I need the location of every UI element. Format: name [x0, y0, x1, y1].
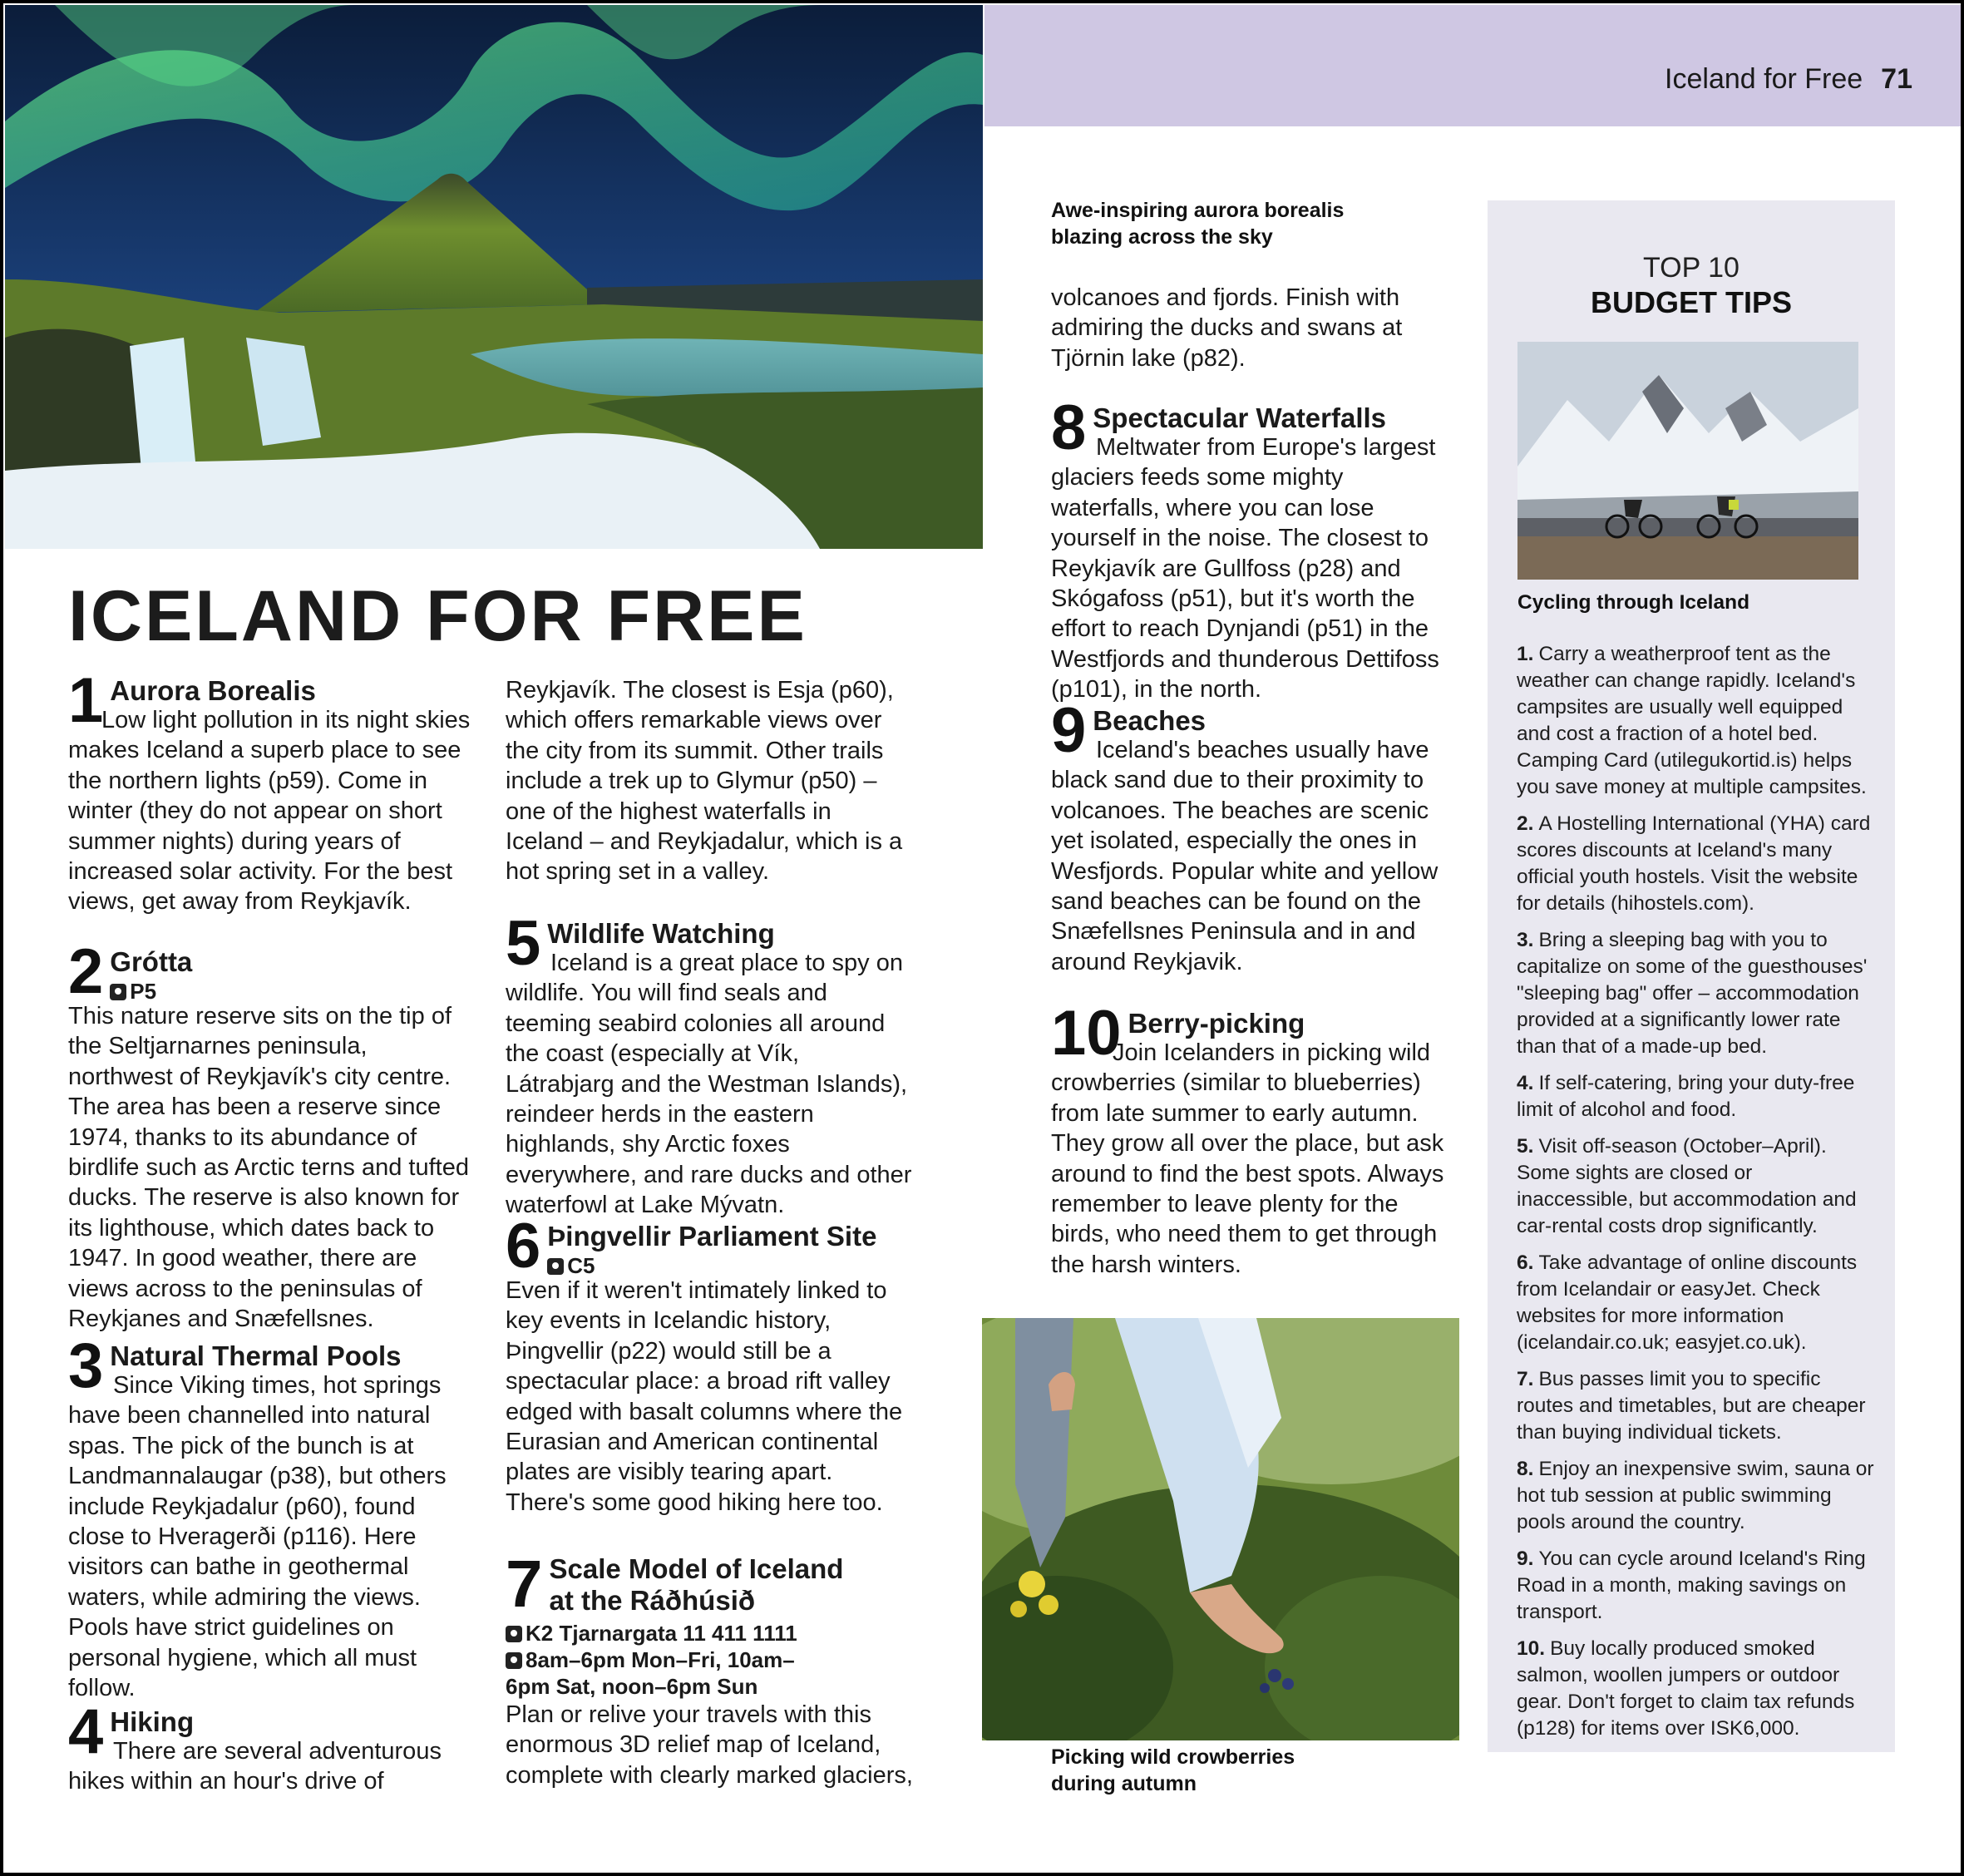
berries-caption-line-1: Picking wild crowberries: [1051, 1745, 1295, 1769]
aurora-caption: [1051, 197, 1344, 250]
item-aurora-borealis: [68, 665, 476, 917]
tip-text: Carry a weatherproof tent as the weather can change rapidly. Iceland's campsites are usually well equipped and cost a fraction of a hotel bed. Camping Card (utilegukortid.is) helps you save money at multiple campsites.: [1517, 643, 1867, 798]
item-info: [506, 1620, 913, 1700]
clock-icon: [506, 1652, 522, 1669]
tip-number: 3.: [1517, 929, 1534, 951]
item-number: 4: [68, 1696, 104, 1767]
tip-number: 5.: [1517, 1135, 1534, 1158]
tip-item: [1517, 811, 1874, 917]
item-title-line-1: Scale Model of Iceland: [549, 1553, 844, 1584]
item-wildlife: [506, 908, 913, 1221]
section-name: Iceland for Free: [1665, 63, 1863, 95]
item-text: Meltwater from Europe's largest glaciers feeds some mighty waterfalls, where you can lose yourself in the noise. The closest to Reykjavík are Gullfoss (p28) and Skógafoss (p51), but it's worth the effort to reach Dynjandi (p51) in the Westfjords and thunderous Dettifoss (p101), in the north.: [1051, 434, 1439, 704]
item-text-cont: volcanoes and fjords. Finish with admiring the ducks and swans at Tjörnin lake (p82).: [1051, 284, 1403, 372]
tip-item: [1517, 1133, 1874, 1240]
berries-caption-line-2: during autumn: [1051, 1772, 1197, 1795]
item-text: Iceland is a great place to spy on wildlife. You will find seals and teeming seabird colonies all around the coast (especially at Vík, Látrabjarg and the Westman Islands), reindeer herds in the eastern highlands, shy Arctic foxes everywhere, and rare ducks and other waterfowl at Lake Mývatn.: [506, 950, 912, 1219]
berry-picking-photo: [982, 1318, 1459, 1740]
item-thingvellir: [506, 1211, 913, 1518]
item-text: Even if it weren't intimately linked to key events in Icelandic history, Þingvellir (p22) would still be a spectacular place: a broad rift valley edged with basalt columns where the Eurasian and American continental plates are visibly tearing apart. There's some good hiking here too.: [506, 1277, 903, 1516]
tip-text: Enjoy an inexpensive swim, sauna or hot tub session at public swimming pools around the country.: [1517, 1458, 1874, 1533]
tip-item: [1517, 1366, 1874, 1446]
tip-text: Buy locally produced smoked salmon, woollen jumpers or outdoor gear. Don't forget to claim tax refunds (p128) for items over ISK6,000.: [1517, 1637, 1855, 1740]
page-number: 71: [1881, 63, 1912, 95]
item-number: 5: [506, 908, 541, 979]
tip-text: If self-catering, bring your duty-free limit of alcohol and food.: [1517, 1072, 1855, 1121]
item-number: 9: [1051, 695, 1087, 766]
item-title: Beaches: [1093, 705, 1207, 736]
item-title: Hiking: [110, 1706, 195, 1737]
item-hiking: [68, 1696, 476, 1797]
item-title: Aurora Borealis: [110, 675, 316, 706]
item-number: 3: [68, 1330, 104, 1401]
aurora-photo: [5, 5, 983, 549]
tip-item: [1517, 927, 1874, 1060]
running-head: [1665, 63, 1912, 96]
item-text: Low light pollution in its night skies makes Iceland a superb place to see the northern lights (p59). Come in winter (they do not appear on short summer nights) during years of increased solar activity. For the best views, get away from Reykjavík.: [68, 707, 471, 916]
tip-item: [1517, 1070, 1874, 1123]
tip-number: 7.: [1517, 1368, 1534, 1390]
item-title: Wildlife Watching: [547, 918, 775, 949]
budget-tips-sidebar: [1488, 200, 1895, 1752]
item-text: Join Icelanders in picking wild crowberries (similar to blueberries) from late summer to early autumn. They grow all over the place, but ask around to find the best spots. Always remember to leave plenty for the birds, who need them to get through the harsh winters.: [1051, 1039, 1444, 1278]
item-number: 6: [506, 1211, 541, 1281]
item-title: Natural Thermal Pools: [110, 1340, 402, 1371]
tip-number: 8.: [1517, 1458, 1534, 1480]
tip-text: Visit off-season (October–April). Some sights are closed or inaccessible, but accommodation and car-rental costs drop significantly.: [1517, 1135, 1857, 1237]
item-title: Spectacular Waterfalls: [1093, 402, 1387, 433]
opening-hours: 8am–6pm Mon–Fri, 10am–: [526, 1647, 795, 1672]
item-text-cont: Reykjavík. The closest is Esja (p60), which offers remarkable views over the city from its summit. Other trails include a trek up to Glymur (p50) – one of the highest waterfalls in Iceland – and Reykjadalur, which is a hot spring set in a valley.: [506, 677, 903, 886]
item-title-line-2: at the Ráðhúsið: [549, 1585, 756, 1616]
aurora-caption-line-2: blazing across the sky: [1051, 225, 1273, 249]
aurora-caption-line-1: Awe-inspiring aurora borealis: [1051, 199, 1345, 222]
item-number: 1: [68, 665, 104, 736]
item-text: Plan or relive your travels with this enormous 3D relief map of Iceland, complete with clearly marked glaciers,: [506, 1701, 913, 1789]
item-title: Berry-picking: [1128, 1008, 1305, 1039]
item-number: 2: [68, 936, 104, 1007]
tip-text: Bring a sleeping bag with you to capitalize on some of the guesthouses' "sleeping bag" offer – accommodation provided at a significantly lower rate than that of a made-up bed.: [1517, 929, 1868, 1058]
item-number: 10: [1051, 998, 1122, 1069]
map-pin-icon: [110, 984, 126, 1000]
tip-number: 6.: [1517, 1251, 1534, 1274]
map-pin-icon: [506, 1626, 522, 1642]
item-title: Þingvellir Parliament Site: [547, 1221, 877, 1251]
page-title: ICELAND FOR FREE: [68, 576, 807, 656]
item-title: Grótta: [110, 946, 193, 977]
item-grotta: [68, 936, 476, 1334]
item-number: 7: [506, 1547, 543, 1621]
address-phone: K2 Tjarnargata 11 411 1111: [526, 1621, 797, 1646]
tip-item: [1517, 1546, 1874, 1626]
tip-number: 2.: [1517, 812, 1534, 835]
tip-item: [1517, 1456, 1874, 1536]
tips-list: [1517, 641, 1874, 1752]
tip-text: Bus passes limit you to specific routes and timetables, but are cheaper than buying individual tickets.: [1517, 1368, 1866, 1444]
map-pin-icon: [547, 1258, 564, 1275]
item-text: Since Viking times, hot springs have been channelled into natural spas. The pick of the bunch is at Landmannalaugar (p38), but others include Reykjadalur (p60), found close to Hveragerði (p116). Here visitors can bathe in geothermal waters, while admiring the views. Pools have strict guidelines on personal hygiene, which all must follow.: [68, 1372, 447, 1702]
tip-text: Take advantage of online discounts from Icelandair or easyJet. Check websites for more information (icelandair.co.uk; easyjet.co.uk).: [1517, 1251, 1858, 1354]
item-waterfalls: [1051, 392, 1450, 705]
item-text: This nature reserve sits on the tip of the Seltjarnarnes peninsula, northwest of Reykjavík's city centre. The area has been a reserve since 1974, thanks to its abundance of birdlife such as Arctic terns and tufted ducks. The reserve is also known for its lighthouse, which dates back to 1947. In good weather, there are views across to the peninsulas of Reykjanes and Snæfellsnes.: [68, 1003, 469, 1333]
map-ref-code: C5: [567, 1253, 595, 1278]
tip-number: 4.: [1517, 1072, 1534, 1094]
item-text: There are several adventurous hikes within an hour's drive of: [68, 1738, 442, 1795]
cycling-caption: Cycling through Iceland: [1517, 591, 1750, 614]
item-berry-picking: [1051, 998, 1450, 1280]
item-scale-model-continued: [1051, 283, 1450, 373]
item-beaches: [1051, 695, 1450, 977]
sidebar-title-top: TOP 10: [1643, 252, 1739, 284]
item-number: 8: [1051, 392, 1087, 463]
berries-caption: [1051, 1744, 1295, 1797]
tip-number: 10.: [1517, 1637, 1546, 1660]
tip-item: [1517, 641, 1874, 801]
info-line-2: [506, 1646, 913, 1673]
info-line-1: [506, 1620, 913, 1646]
item-hiking-continued: [506, 675, 913, 887]
item-text: Iceland's beaches usually have black sand due to their proximity to volcanoes. The beaches are scenic yet isolated, especially the ones in Wesfjords. Popular white and yellow sand beaches can be found on the Snæfellsnes Peninsula and in and around Reykjavik.: [1051, 737, 1438, 975]
tip-number: 9.: [1517, 1548, 1534, 1570]
cycling-photo: [1517, 342, 1858, 580]
opening-hours-cont: 6pm Sat, noon–6pm Sun: [506, 1674, 758, 1699]
tip-item: [1517, 1636, 1874, 1742]
map-ref-code: P5: [130, 979, 157, 1004]
item-scale-model: [506, 1547, 913, 1790]
tip-item: [1517, 1250, 1874, 1356]
tip-text: You can cycle around Iceland's Ring Road in a month, making savings on transport.: [1517, 1548, 1866, 1623]
tip-text: A Hostelling International (YHA) card scores discounts at Iceland's many official youth hostels. Visit the website for details (hihostels.com).: [1517, 812, 1871, 915]
item-thermal-pools: [68, 1330, 476, 1703]
tip-number: 1.: [1517, 643, 1534, 665]
sidebar-title-bottom: BUDGET TIPS: [1590, 285, 1792, 319]
